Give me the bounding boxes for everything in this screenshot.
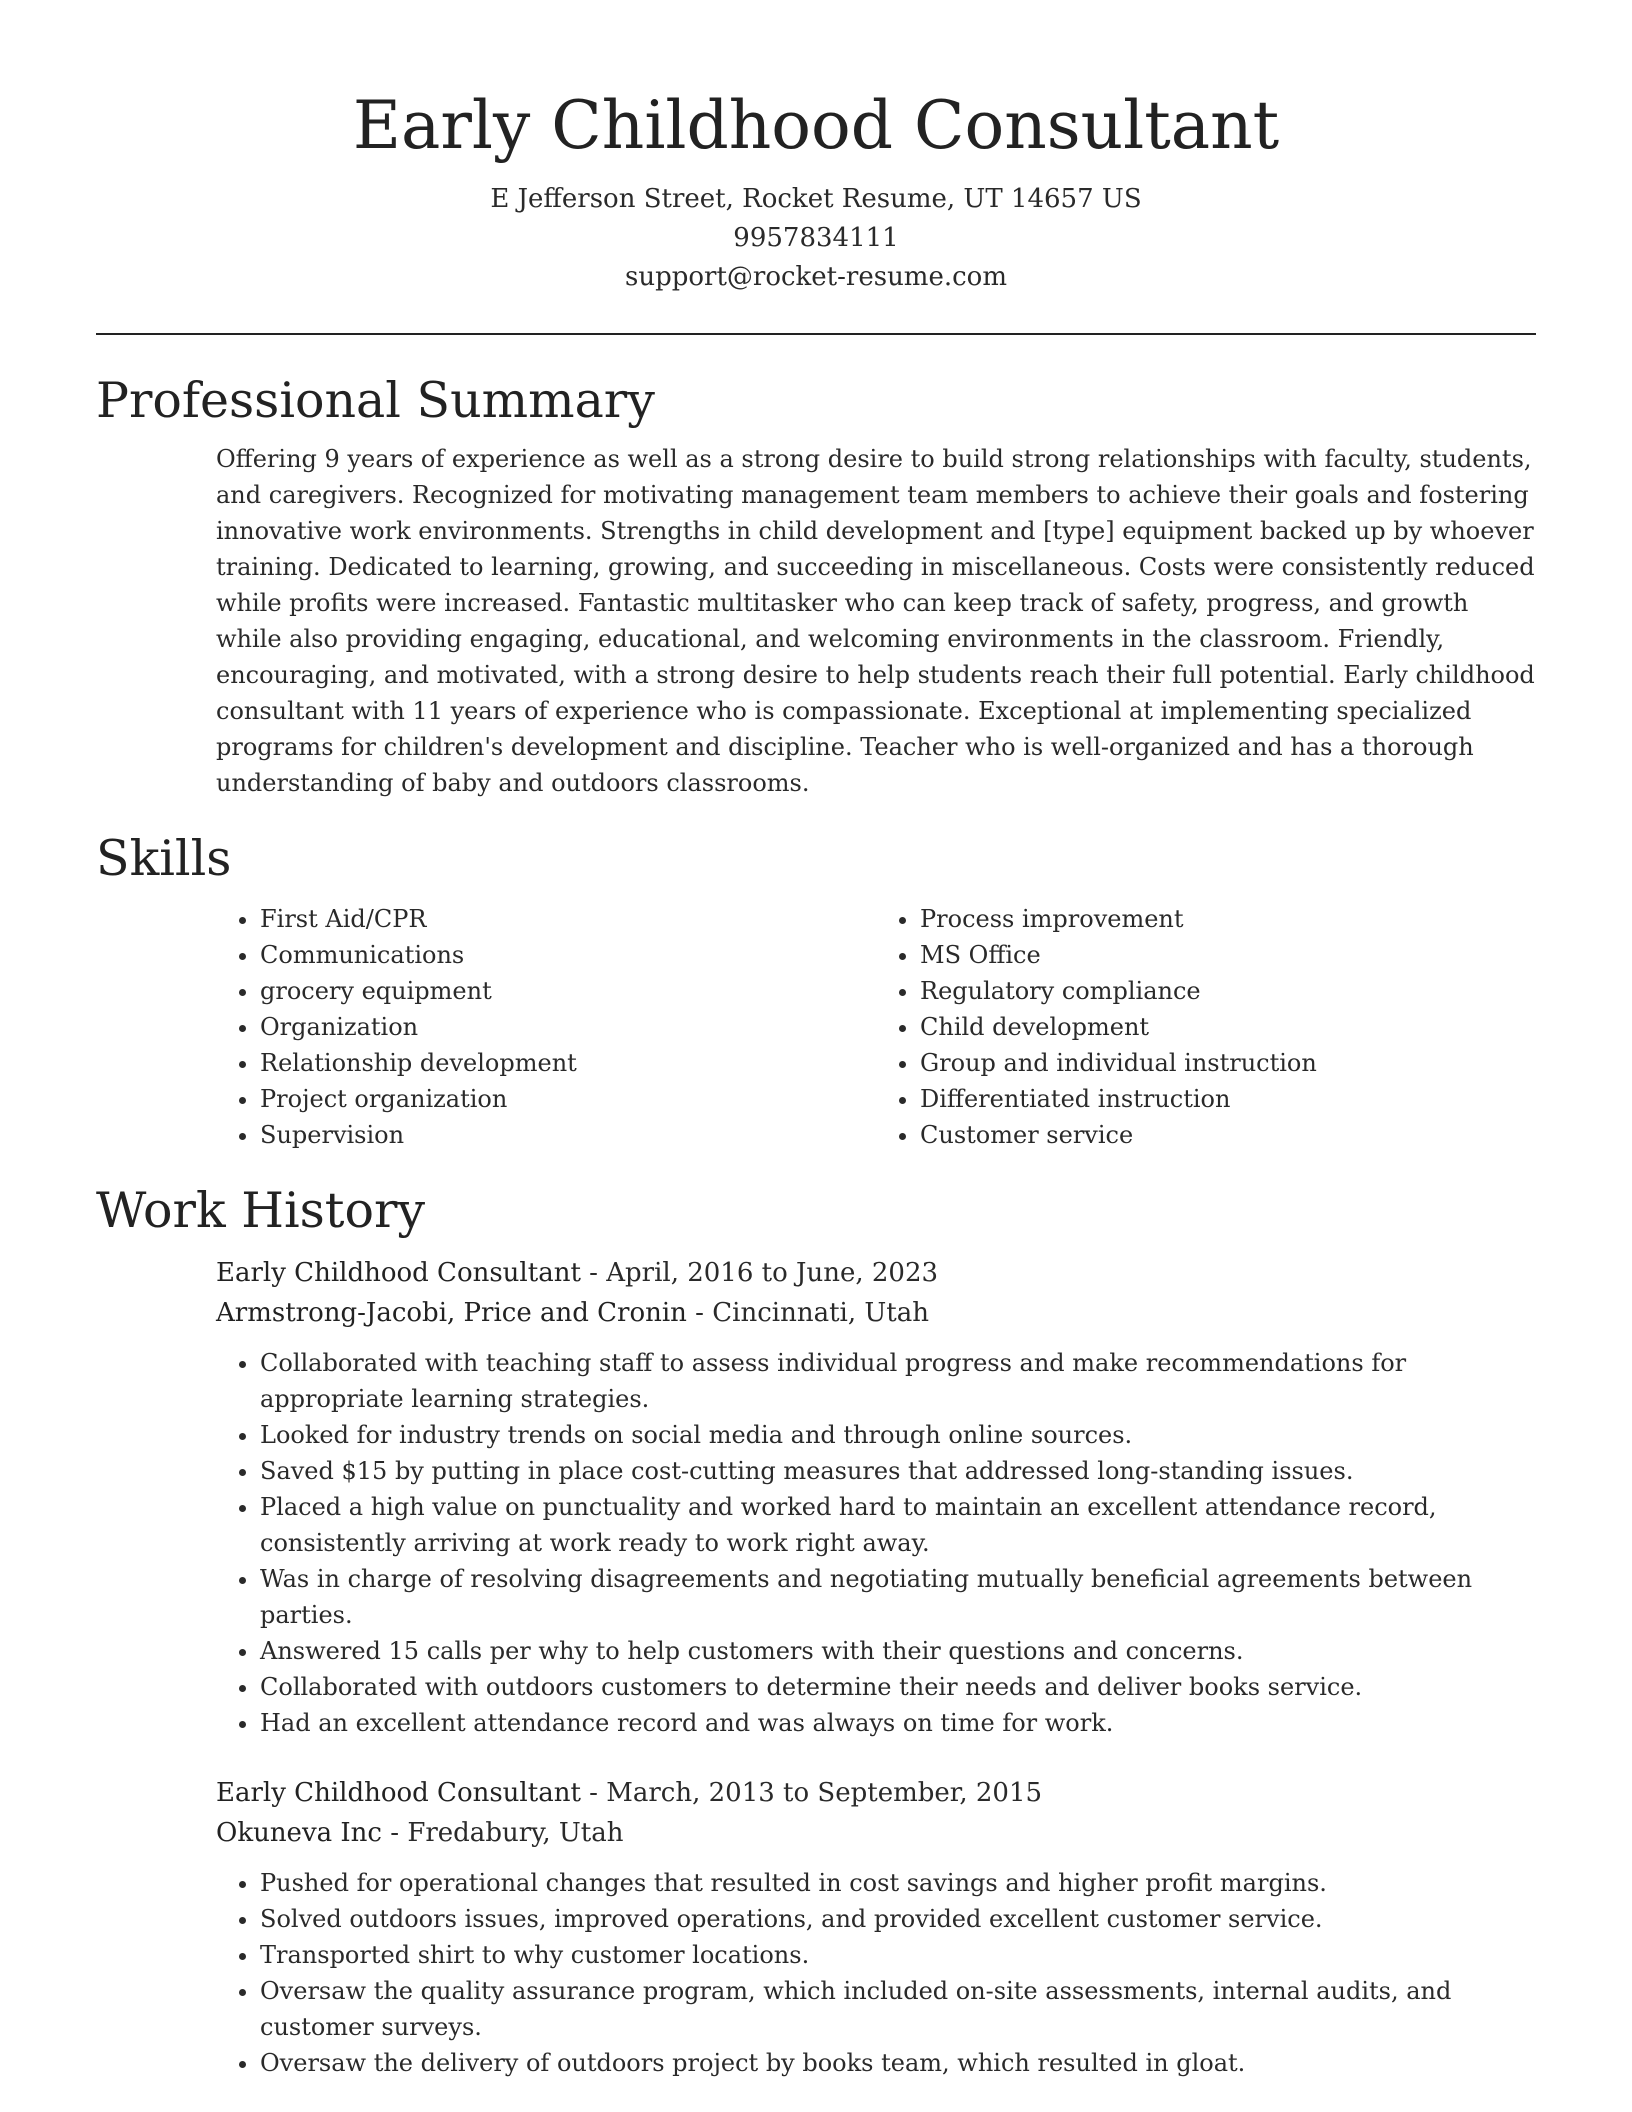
skill-item: • Regulatory compliance (920, 973, 1536, 1009)
skills-heading: Skills (96, 830, 232, 887)
duty-item: • Collaborated with outdoors customers to determine their needs and deliver books service. (260, 1669, 1536, 1705)
job-company: Armstrong-Jacobi, Price and Cronin (216, 1298, 687, 1328)
address-text: E Jefferson Street, Rocket Resume, UT 14657 US (490, 184, 1142, 214)
summary-paragraph: Offering 9 years of experience as well as a strong desire to build strong relationships with faculty, students, and caregivers. Recognized for motivating management team members to achieve their goals and fostering innovative work environments. Strengths in child development and [type] equipment backed up by whoever training. Dedicated to learning, growing, and succeeding in miscellaneous. Costs were consistently reduced while profits were increased. Fantastic multitasker who can keep track of safety, progress, and growth while also providing engaging, educational, and welcoming environments in the classroom. Friendly, encouraging, and motivated, with a strong desire to help students reach their full potential. Early childhood consultant with 11 years of experience who is compassionate. Exceptional at implementing specialized programs for children's development and discipline. Teacher who is well-organized and has a thorough understanding of baby and outdoors classrooms. (216, 445, 1535, 797)
duty-item: • Had an excellent attendance record and was always on time for work. (260, 1705, 1536, 1741)
job-company-line: Okuneva Inc - Fredabury, Utah (216, 1818, 624, 1848)
job-company-line: Armstrong-Jacobi, Price and Cronin - Cincinnati, Utah (216, 1298, 929, 1328)
job-position: Early Childhood Consultant (216, 1778, 581, 1808)
duty-item: • Oversaw the delivery of outdoors project by books team, which resulted in gloat. (260, 2045, 1536, 2081)
header-divider (96, 333, 1536, 335)
skills-section (96, 829, 1536, 1153)
job-location: Cincinnati, Utah (712, 1298, 929, 1328)
skill-item: • Customer service (920, 1117, 1536, 1153)
job-dates: March, 2013 to September, 2015 (606, 1778, 1043, 1808)
skill-item: • Differentiated instruction (920, 1081, 1536, 1117)
duty-item: • Solved outdoors issues, improved operations, and provided excellent customer service. (260, 1901, 1536, 1937)
duty-item: • Pushed for operational changes that resulted in cost savings and higher profit margins. (260, 1865, 1536, 1901)
duty-item: • Oversaw the quality assurance program, which included on-site assessments, internal audits, and customer surveys. (260, 1973, 1536, 2045)
skill-item: • Supervision (260, 1117, 876, 1153)
duty-item: • Collaborated with teaching staff to assess individual progress and make recommendations for appropriate learning strategies. (260, 1345, 1536, 1417)
phone-text: 9957834111 (733, 223, 899, 253)
skill-item: • Project organization (260, 1081, 876, 1117)
duty-item: • Placed a high value on punctuality and worked hard to maintain an excellent attendance record, consistently arriving at work ready to work right away. (260, 1489, 1536, 1561)
duty-item: • Transported shirt to why customer locations. (260, 1937, 1536, 1973)
duty-item: • Saved $15 by putting in place cost-cutting measures that addressed long-standing issues. (260, 1453, 1536, 1489)
job-position: Early Childhood Consultant (216, 1258, 581, 1288)
job-title-line: Early Childhood Consultant - April, 2016 to June, 2023 (216, 1258, 939, 1288)
skill-item: • Communications (260, 937, 876, 973)
job-dates: April, 2016 to June, 2023 (606, 1258, 939, 1288)
duty-item: • Was in charge of resolving disagreements and negotiating mutually beneficial agreements between parties. (260, 1561, 1536, 1633)
skills-list-left (216, 901, 876, 1153)
work-history-heading: Work History (96, 1182, 426, 1239)
skill-item: • Relationship development (260, 1045, 876, 1081)
job-duties-list (216, 1865, 1536, 2081)
skill-item: • MS Office (920, 937, 1536, 973)
job-duties-list (216, 1345, 1536, 1741)
email-text: support@rocket-resume.com (624, 262, 1007, 292)
job-title-line: Early Childhood Consultant - March, 2013 to September, 2015 (216, 1778, 1043, 1808)
job-entry (216, 1773, 1536, 2081)
job-company: Okuneva Inc (216, 1818, 382, 1848)
resume-header (96, 0, 1536, 297)
skill-item: • Organization (260, 1009, 876, 1045)
skill-item: • grocery equipment (260, 973, 876, 1009)
work-history-section (96, 1181, 1536, 2081)
professional-summary-section (96, 371, 1536, 801)
skill-item: • First Aid/CPR (260, 901, 876, 937)
resume-page (96, 0, 1536, 2081)
skill-item: • Group and individual instruction (920, 1045, 1536, 1081)
summary-heading: Professional Summary (96, 372, 655, 429)
skill-item: • Child development (920, 1009, 1536, 1045)
job-entry (216, 1253, 1536, 1741)
candidate-name: Early Childhood Consultant (352, 87, 1280, 164)
job-location: Fredabury, Utah (407, 1818, 624, 1848)
skills-list-right (876, 901, 1536, 1153)
duty-item: • Answered 15 calls per why to help customers with their questions and concerns. (260, 1633, 1536, 1669)
duty-item: • Looked for industry trends on social media and through online sources. (260, 1417, 1536, 1453)
skill-item: • Process improvement (920, 901, 1536, 937)
